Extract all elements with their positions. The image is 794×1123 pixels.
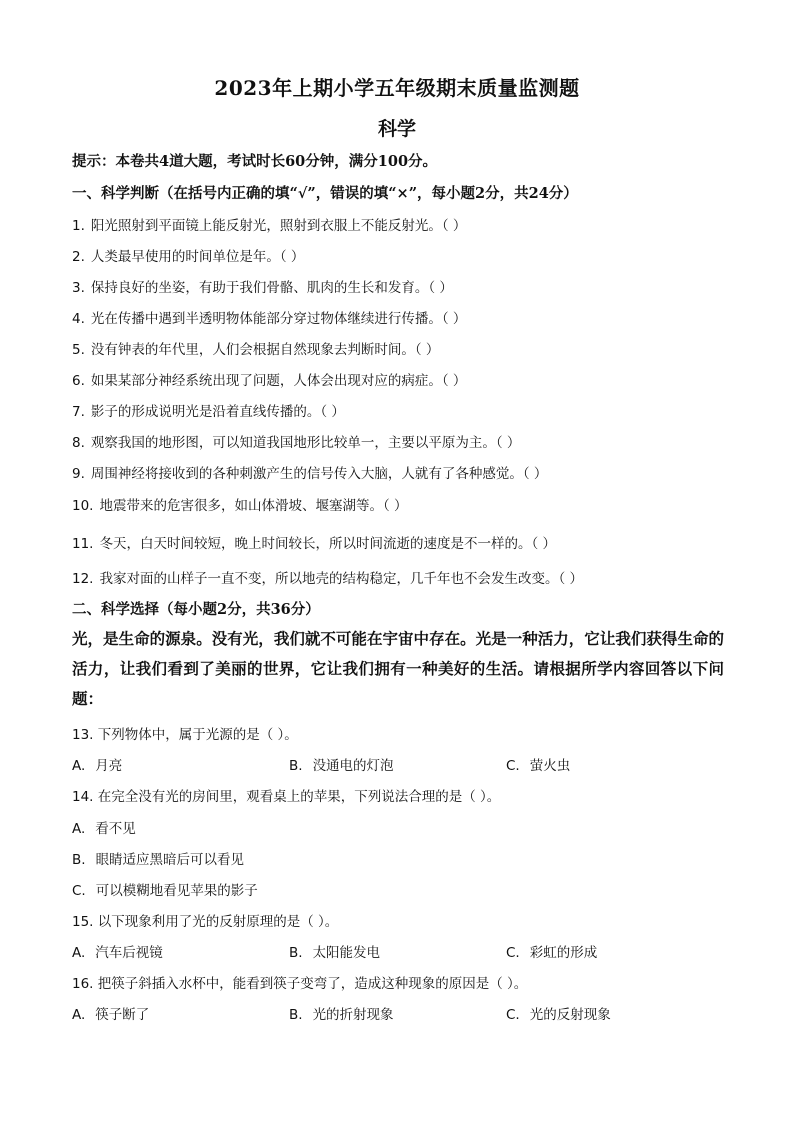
option-b: B. 眼睛适应黑暗后可以看见: [72, 852, 245, 868]
reading-passage: 光，是生命的源泉。没有光，我们就不可能在宇宙中存在。光是一种活力，它让我们获得生命的活力，让我们看到了美丽的世界，它让我们拥有一种美好的生活。请根据所学内容回答以下问题：: [72, 629, 724, 708]
page-title: 2023年上期小学五年级期末质量监测题: [214, 76, 580, 100]
question-item: 8. 观察我国的地形图，可以知道我国地形比较单一，主要以平原为主。（ ）: [72, 435, 521, 451]
question-item: 1. 阳光照射到平面镜上能反射光，照射到衣服上不能反射光。（ ）: [72, 218, 467, 234]
option-b: B. 光的折射现象: [289, 1007, 394, 1023]
option-c: C. 彩虹的形成: [506, 945, 598, 961]
option-a: A. 月亮: [72, 758, 123, 774]
question-stem: 13. 下列物体中，属于光源的是（ ）。: [72, 727, 298, 743]
question-stem: 16. 把筷子斜插入水杯中，能看到筷子变弯了，造成这种现象的原因是（ ）。: [72, 976, 528, 992]
option-b: B. 没通电的灯泡: [289, 758, 394, 774]
question-item: 11. 冬天，白天时间较短，晚上时间较长，所以时间流逝的速度是不一样的。（ ）: [72, 536, 557, 552]
question-item: 3. 保持良好的坐姿，有助于我们骨骼、肌肉的生长和发育。（ ）: [72, 280, 453, 296]
question-item: 10. 地震带来的危害很多，如山体滑坡、堰塞湖等。（ ）: [72, 498, 408, 514]
option-c: C. 可以模糊地看见苹果的影子: [72, 883, 258, 899]
section2-heading: 二、科学选择（每小题2分，共36分）: [72, 601, 320, 618]
question-item: 7. 影子的形成说明光是沿着直线传播的。（ ）: [72, 404, 345, 420]
option-b: B. 太阳能发电: [289, 945, 381, 961]
subject-title: 科学: [377, 118, 416, 140]
option-c: C. 光的反射现象: [506, 1007, 611, 1023]
section1-heading: 一、科学判断（在括号内正确的填“√”，错误的填“×”，每小题2分，共24分）: [72, 185, 578, 202]
question-item: 6. 如果某部分神经系统出现了问题，人体会出现对应的病症。（ ）: [72, 373, 467, 389]
question-item: 9. 周围神经将接收到的各种刺激产生的信号传入大脑，人就有了各种感觉。（ ）: [72, 466, 548, 482]
question-stem: 14. 在完全没有光的房间里，观看桌上的苹果，下列说法合理的是（ ）。: [72, 789, 501, 805]
option-a: A. 汽车后视镜: [72, 945, 163, 961]
option-a: A. 筷子断了: [72, 1007, 150, 1023]
question-stem: 15. 以下现象利用了光的反射原理的是（ ）。: [72, 914, 339, 930]
option-c: C. 萤火虫: [506, 758, 571, 774]
question-item: 12. 我家对面的山样子一直不变，所以地壳的结构稳定，几千年也不会发生改变。（ ）: [72, 571, 584, 587]
option-a: A. 看不见: [72, 821, 136, 837]
question-item: 5. 没有钟表的年代里，人们会根据自然现象去判断时间。（ ）: [72, 342, 440, 358]
exam-notice: 提示：本卷共4道大题，考试时长60分钟，满分100分。: [72, 153, 438, 170]
question-item: 2. 人类最早使用的时间单位是年。（ ）: [72, 249, 305, 265]
question-item: 4. 光在传播中遇到半透明物体能部分穿过物体继续进行传播。（ ）: [72, 311, 467, 327]
